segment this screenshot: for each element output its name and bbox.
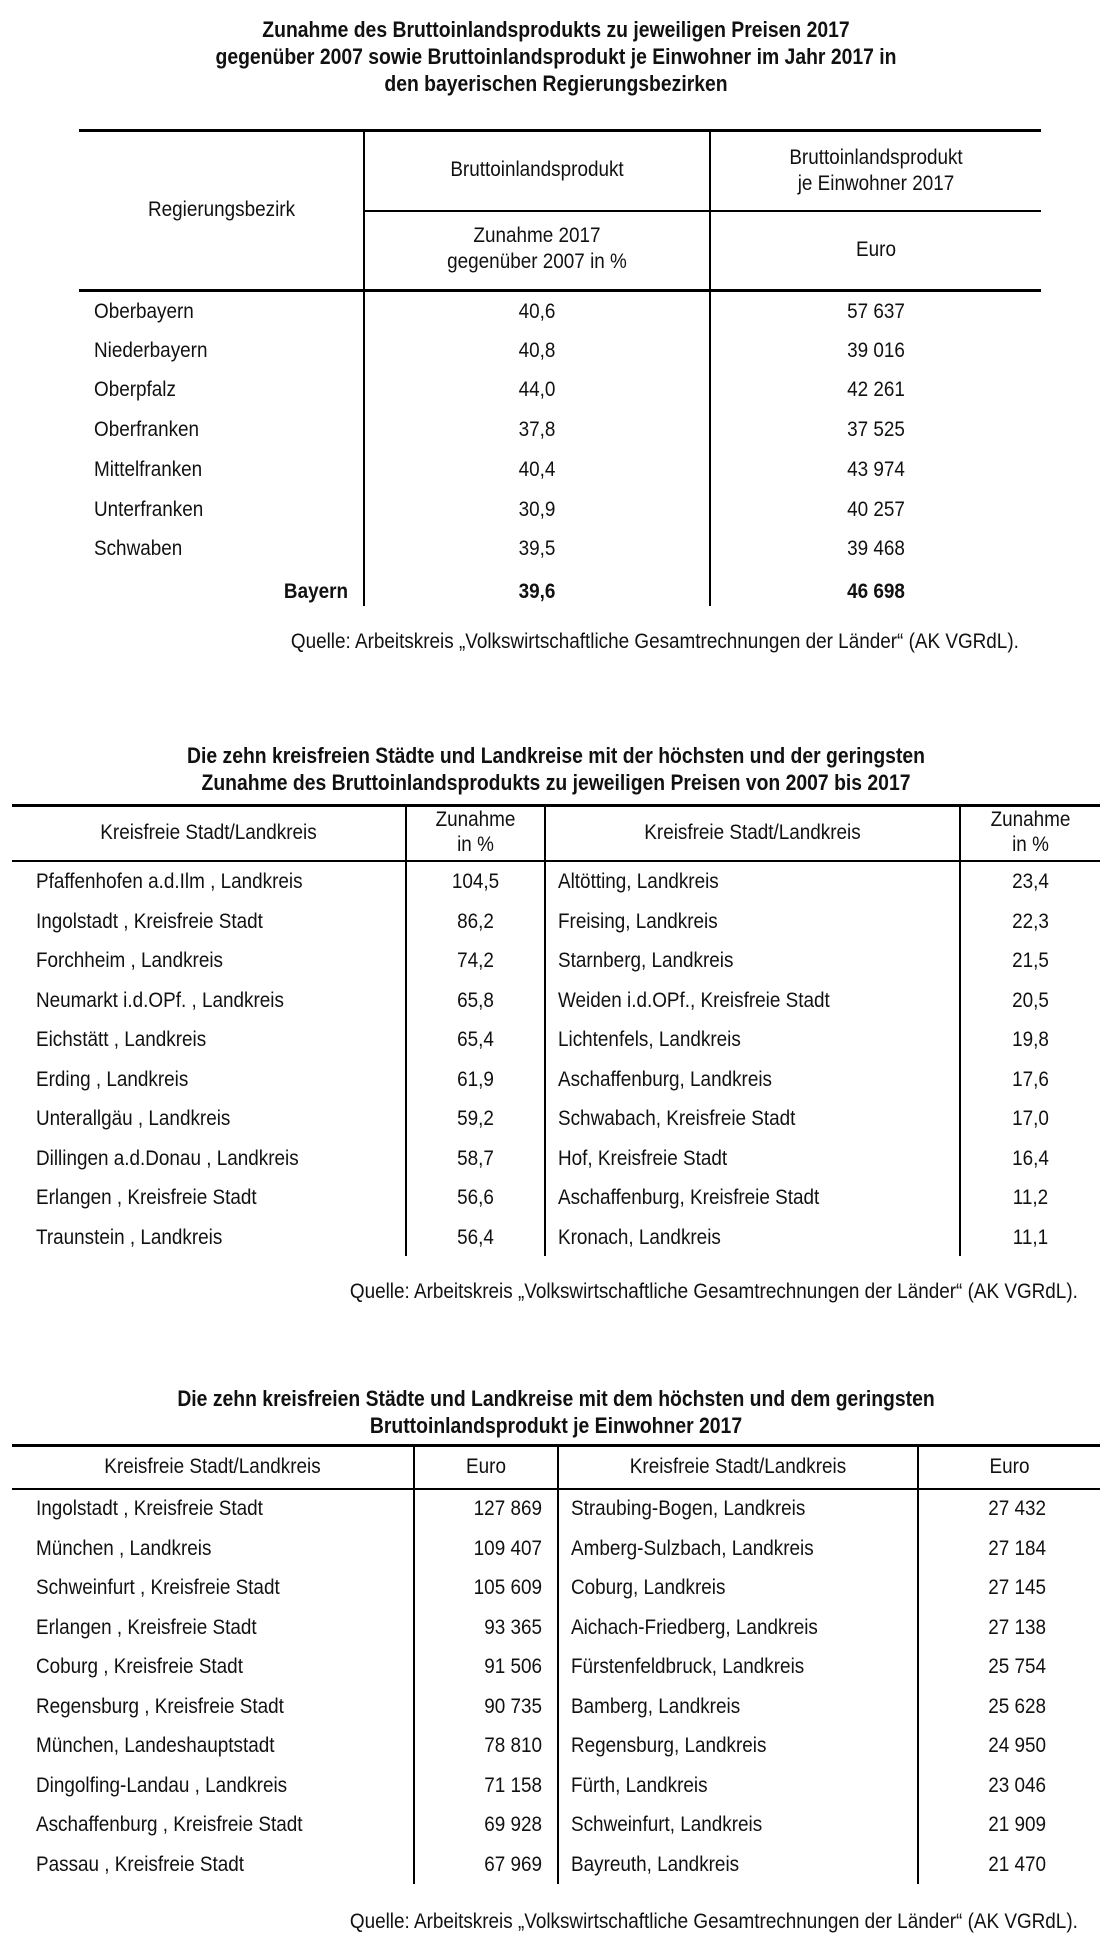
row-zunahme: 39,5 <box>518 537 556 560</box>
row-left-name: Unterallgäu , Landkreis <box>36 1107 231 1130</box>
row-right-value: 25 628 <box>988 1694 1046 1718</box>
row-right-name: Kronach, Landkreis <box>558 1225 721 1249</box>
row-left-value: 56,6 <box>457 1186 494 1209</box>
row-left-value: 105 609 <box>473 1576 542 1599</box>
row-euro: 42 261 <box>847 378 905 401</box>
row-left-name: Ingolstadt , Kreisfreie Stadt <box>36 909 263 933</box>
row-right-name: Starnberg, Landkreis <box>558 949 734 972</box>
row-name: Mittelfranken <box>94 458 203 481</box>
table3-header-name-right: Kreisfreie Stadt/Landkreis <box>629 1455 847 1478</box>
row-zunahme: 44,0 <box>518 378 556 401</box>
row-right-value: 19,8 <box>1012 1028 1049 1051</box>
row-left-value: 58,7 <box>457 1146 494 1170</box>
table2-title-line-1: Die zehn kreisfreien Städte und Landkreise mit der höchsten und der geringsten <box>187 743 925 768</box>
row-right-value: 11,2 <box>1012 1186 1049 1209</box>
table3-title-line-1: Die zehn kreisfreien Städte und Landkreise mit dem höchsten und dem geringsten <box>177 1386 935 1411</box>
row-left-value: 127 869 <box>473 1497 542 1520</box>
table1-title-line-3: den bayerischen Regierungsbezirken <box>384 71 728 96</box>
row-right-name: Amberg-Sulzbach, Landkreis <box>571 1536 814 1560</box>
row-left-name: München, Landeshauptstadt <box>36 1734 275 1757</box>
row-left-value: 71 158 <box>484 1773 542 1797</box>
table3-header-rule <box>12 1488 1100 1490</box>
table2-header-value-left-line-2: in % <box>457 833 494 856</box>
row-zunahme: 40,4 <box>518 458 556 481</box>
table2-col-divider-3 <box>959 806 961 1256</box>
row-right-name: Bayreuth, Landkreis <box>571 1852 740 1876</box>
row-right-value: 27 432 <box>988 1497 1046 1520</box>
table2-header-name-right: Kreisfreie Stadt/Landkreis <box>644 821 861 844</box>
table1-top-rule <box>79 129 1041 132</box>
row-right-value: 25 754 <box>988 1655 1046 1678</box>
row-left-name: Traunstein , Landkreis <box>36 1225 223 1249</box>
table2-top-rule <box>12 804 1100 807</box>
row-right-value: 27 145 <box>988 1576 1046 1599</box>
row-zunahme: 40,8 <box>518 339 556 362</box>
total-zunahme: 39,6 <box>518 580 556 603</box>
row-right-name: Fürth, Landkreis <box>571 1773 708 1797</box>
row-right-value: 27 138 <box>988 1615 1046 1639</box>
row-left-value: 67 969 <box>484 1852 542 1876</box>
table2-header-name-left: Kreisfreie Stadt/Landkreis <box>100 821 317 844</box>
table1-col-divider-1 <box>363 131 365 606</box>
table1-header-euro: Euro <box>856 238 896 261</box>
row-left-name: München , Landkreis <box>36 1536 212 1560</box>
row-right-name: Altötting, Landkreis <box>558 870 719 893</box>
row-left-value: 56,4 <box>457 1225 494 1249</box>
table2-header-value-right-line-2: in % <box>1012 833 1049 856</box>
row-left-name: Dillingen a.d.Donau , Landkreis <box>36 1146 299 1170</box>
row-right-value: 11,1 <box>1012 1225 1049 1249</box>
row-right-value: 17,0 <box>1012 1107 1049 1130</box>
row-left-value: 109 407 <box>473 1536 542 1560</box>
row-euro: 37 525 <box>847 418 905 441</box>
table2-title-line-2: Zunahme des Bruttoinlandsprodukts zu jeweiligen Preisen von 2007 bis 2017 <box>201 770 911 795</box>
table3-col-divider-1 <box>413 1446 415 1884</box>
table2-header-value-right-line-1: Zunahme <box>990 808 1071 831</box>
table1-header-zunahme-line-2: gegenüber 2007 in % <box>447 250 627 273</box>
row-left-name: Dingolfing-Landau , Landkreis <box>36 1773 288 1797</box>
table3-header-value-right: Euro <box>989 1455 1030 1478</box>
row-right-name: Lichtenfels, Landkreis <box>558 1028 741 1051</box>
row-right-name: Regensburg, Landkreis <box>571 1734 767 1757</box>
row-left-value: 65,8 <box>457 988 494 1012</box>
row-right-value: 17,6 <box>1012 1067 1049 1091</box>
row-right-name: Coburg, Landkreis <box>571 1576 726 1599</box>
row-zunahme: 40,6 <box>518 300 556 323</box>
row-left-name: Eichstätt , Landkreis <box>36 1028 207 1051</box>
table2-header-value-left-line-1: Zunahme <box>435 808 516 831</box>
row-right-value: 27 184 <box>988 1536 1046 1560</box>
row-right-name: Hof, Kreisfreie Stadt <box>558 1146 728 1170</box>
row-left-name: Forchheim , Landkreis <box>36 949 223 972</box>
table2-col-divider-2 <box>544 806 546 1256</box>
row-left-name: Pfaffenhofen a.d.Ilm , Landkreis <box>36 870 303 893</box>
row-left-name: Aschaffenburg , Kreisfreie Stadt <box>36 1813 303 1836</box>
row-left-value: 86,2 <box>457 909 494 933</box>
table1-header-regierungsbezirk: Regierungsbezirk <box>147 198 296 221</box>
row-right-name: Fürstenfeldbruck, Landkreis <box>571 1655 805 1678</box>
row-left-value: 61,9 <box>457 1067 494 1091</box>
row-left-name: Neumarkt i.d.OPf. , Landkreis <box>36 988 284 1012</box>
row-name: Niederbayern <box>94 339 208 362</box>
row-left-name: Erding , Landkreis <box>36 1067 189 1091</box>
table2-source: Quelle: Arbeitskreis „Volkswirtschaftliche Gesamtrechnungen der Länder“ (AK VGRdL). <box>350 1280 1078 1303</box>
table3-header-value-left: Euro <box>466 1455 506 1478</box>
total-euro: 46 698 <box>847 580 905 603</box>
row-name: Oberbayern <box>94 300 194 323</box>
row-left-name: Schweinfurt , Kreisfreie Stadt <box>36 1576 280 1599</box>
row-right-name: Straubing-Bogen, Landkreis <box>571 1497 806 1520</box>
row-left-value: 69 928 <box>484 1813 542 1836</box>
row-right-name: Bamberg, Landkreis <box>571 1694 741 1718</box>
row-right-value: 23,4 <box>1012 870 1049 893</box>
table2-header-rule <box>12 860 1100 862</box>
row-left-name: Ingolstadt , Kreisfreie Stadt <box>36 1497 263 1520</box>
row-right-value: 21 909 <box>988 1813 1046 1836</box>
row-name: Schwaben <box>94 537 183 560</box>
row-right-value: 16,4 <box>1012 1146 1049 1170</box>
row-name: Oberfranken <box>94 418 200 441</box>
table3-col-divider-2 <box>557 1446 559 1884</box>
row-right-value: 21 470 <box>988 1852 1046 1876</box>
row-right-name: Weiden i.d.OPf., Kreisfreie Stadt <box>558 988 830 1012</box>
row-left-name: Erlangen , Kreisfreie Stadt <box>36 1615 257 1639</box>
row-right-name: Freising, Landkreis <box>558 909 718 933</box>
table1-title-line-1: Zunahme des Bruttoinlandsprodukts zu jeweiligen Preisen 2017 <box>262 17 850 42</box>
table1-header-bip-je-einwohner-line-1: Bruttoinlandsprodukt <box>789 146 963 169</box>
row-left-value: 91 506 <box>484 1655 542 1678</box>
row-left-value: 78 810 <box>484 1734 542 1757</box>
table1-source: Quelle: Arbeitskreis „Volkswirtschaftliche Gesamtrechnungen der Länder“ (AK VGRdL). <box>291 630 1019 653</box>
table3-top-rule <box>12 1444 1100 1447</box>
row-right-value: 22,3 <box>1012 909 1049 933</box>
row-euro: 39 016 <box>847 339 905 362</box>
total-name: Bayern <box>283 580 348 603</box>
table1-header-zunahme-line-1: Zunahme 2017 <box>473 224 601 247</box>
table1-col-divider-2 <box>709 131 711 606</box>
row-right-value: 21,5 <box>1012 949 1049 972</box>
row-left-value: 104,5 <box>451 870 500 893</box>
table3-header-name-left: Kreisfreie Stadt/Landkreis <box>104 1455 321 1478</box>
row-euro: 43 974 <box>847 458 905 481</box>
row-zunahme: 30,9 <box>518 498 556 521</box>
row-left-name: Coburg , Kreisfreie Stadt <box>36 1655 243 1678</box>
row-right-value: 23 046 <box>988 1773 1046 1797</box>
row-left-name: Passau , Kreisfreie Stadt <box>36 1852 245 1876</box>
row-right-name: Aichach-Friedberg, Landkreis <box>571 1615 818 1639</box>
row-left-name: Regensburg , Kreisfreie Stadt <box>36 1694 284 1718</box>
row-left-name: Erlangen , Kreisfreie Stadt <box>36 1186 257 1209</box>
row-euro: 57 637 <box>847 300 905 323</box>
row-left-value: 59,2 <box>457 1107 494 1130</box>
row-right-value: 24 950 <box>988 1734 1046 1757</box>
row-name: Unterfranken <box>94 498 204 521</box>
table3-source: Quelle: Arbeitskreis „Volkswirtschaftliche Gesamtrechnungen der Länder“ (AK VGRdL). <box>350 1910 1078 1933</box>
row-name: Oberpfalz <box>94 378 176 401</box>
table2-col-divider-1 <box>405 806 407 1256</box>
row-left-value: 74,2 <box>457 949 494 972</box>
row-right-name: Schweinfurt, Landkreis <box>571 1813 763 1836</box>
row-left-value: 65,4 <box>457 1028 494 1051</box>
table3-title-line-2: Bruttoinlandsprodukt je Einwohner 2017 <box>369 1413 743 1438</box>
row-right-name: Aschaffenburg, Landkreis <box>558 1067 773 1091</box>
row-left-value: 90 735 <box>484 1694 542 1718</box>
row-right-value: 20,5 <box>1012 988 1049 1012</box>
table1-header-divider <box>363 210 1041 212</box>
table1-title-line-2: gegenüber 2007 sowie Bruttoinlandsprodukt je Einwohner im Jahr 2017 in <box>215 44 897 69</box>
table1-header-bip: Bruttoinlandsprodukt <box>450 158 624 181</box>
row-right-name: Schwabach, Kreisfreie Stadt <box>558 1107 796 1130</box>
table1-header-bip-je-einwohner-line-2: je Einwohner 2017 <box>797 172 955 195</box>
row-euro: 39 468 <box>847 537 905 560</box>
row-euro: 40 257 <box>847 498 905 521</box>
row-left-value: 93 365 <box>484 1615 542 1639</box>
table1-header-rule <box>79 289 1041 292</box>
row-right-name: Aschaffenburg, Kreisfreie Stadt <box>558 1186 820 1209</box>
table3-col-divider-3 <box>917 1446 919 1884</box>
row-zunahme: 37,8 <box>518 418 556 441</box>
